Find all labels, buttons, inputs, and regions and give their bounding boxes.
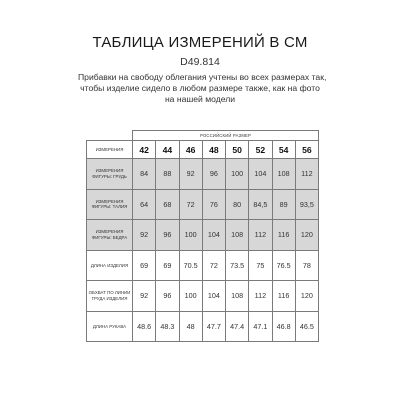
- table-cell: 76: [202, 189, 225, 220]
- table-cell: 100: [179, 281, 202, 312]
- size-header: 48: [202, 141, 225, 159]
- table-cell: 84: [133, 159, 156, 190]
- table-cell: 72: [179, 189, 202, 220]
- table-cell: 78: [295, 250, 318, 281]
- row-label: ОБХВАТ ПО ЛИНИИ ГРУДА ИЗДЕЛИЯ: [87, 281, 133, 312]
- size-header: 54: [272, 141, 295, 159]
- table-cell: 96: [202, 159, 225, 190]
- size-header: 50: [226, 141, 249, 159]
- table-cell: 46.8: [272, 311, 295, 342]
- table-cell: 68: [156, 189, 179, 220]
- size-header-row: [87, 141, 319, 159]
- table-cell: 70.5: [179, 250, 202, 281]
- table-cell: 92: [133, 220, 156, 251]
- table-cell: 69: [156, 250, 179, 281]
- table-cell: 112: [295, 159, 318, 190]
- table-cell: 46.5: [295, 311, 318, 342]
- table-row: [87, 311, 319, 342]
- table-cell: 100: [226, 159, 249, 190]
- group-header-row: [87, 131, 319, 141]
- table-cell: 92: [179, 159, 202, 190]
- table-cell: 104: [202, 281, 225, 312]
- row-label: ДЛИНА РУКАВА: [87, 311, 133, 342]
- table-cell: 108: [272, 159, 295, 190]
- table-cell: 93,5: [295, 189, 318, 220]
- table-cell: 48.3: [156, 311, 179, 342]
- table-cell: 84,5: [249, 189, 272, 220]
- table-cell: 48: [179, 311, 202, 342]
- table-cell: 96: [156, 220, 179, 251]
- table-cell: 120: [295, 281, 318, 312]
- size-group-header: РОССИЙСКИЙ РАЗМЕР: [133, 131, 319, 141]
- table-cell: 120: [295, 220, 318, 251]
- fit-note-line: чтобы изделие сидело в любом размере также, как на фото: [80, 82, 320, 93]
- table-cell: 116: [272, 281, 295, 312]
- table-cell: 112: [249, 220, 272, 251]
- table-cell: 69: [133, 250, 156, 281]
- row-label: ИЗМЕРЕНИЯ ФИГУРЫ: ГРУДЬ: [87, 159, 133, 190]
- table-row: [87, 220, 319, 251]
- fit-note-line: Прибавки на свободу облегания учтены во всех размерах так,: [78, 72, 327, 82]
- table-cell: 100: [179, 220, 202, 251]
- table-row: [87, 159, 319, 190]
- table-cell: 48.6: [133, 311, 156, 342]
- table-row: [87, 281, 319, 312]
- table-cell: 75: [249, 250, 272, 281]
- table-cell: 47.7: [202, 311, 225, 342]
- table-cell: 80: [226, 189, 249, 220]
- size-header: 42: [133, 141, 156, 159]
- size-header: 56: [295, 141, 318, 159]
- table-cell: 104: [249, 159, 272, 190]
- table-cell: 116: [272, 220, 295, 251]
- size-header: 44: [156, 141, 179, 159]
- size-table: [86, 130, 319, 342]
- row-label: ИЗМЕРЕНИЯ ФИГУРЫ: БЕДРА: [87, 220, 133, 251]
- table-corner-spacer: [87, 131, 133, 141]
- fit-note: [78, 72, 327, 104]
- table-cell: 76.5: [272, 250, 295, 281]
- table-row: [87, 189, 319, 220]
- product-code: D49.814: [180, 56, 220, 68]
- fit-note-line: на нашей модели: [164, 93, 236, 104]
- size-table-body: [87, 159, 319, 342]
- row-label: ИЗМЕРЕНИЯ ФИГУРЫ: ТАЛИЯ: [87, 189, 133, 220]
- size-header: 52: [249, 141, 272, 159]
- table-cell: 92: [133, 281, 156, 312]
- table-cell: 88: [156, 159, 179, 190]
- table-cell: 89: [272, 189, 295, 220]
- page-title: ТАБЛИЦА ИЗМЕРЕНИЙ В СМ: [92, 34, 308, 51]
- table-cell: 72: [202, 250, 225, 281]
- table-cell: 104: [202, 220, 225, 251]
- table-cell: 96: [156, 281, 179, 312]
- table-cell: 64: [133, 189, 156, 220]
- table-cell: 108: [226, 281, 249, 312]
- row-label: ДЛИНА ИЗДЕЛИЯ: [87, 250, 133, 281]
- table-cell: 112: [249, 281, 272, 312]
- size-header: 46: [179, 141, 202, 159]
- table-cell: 73.5: [226, 250, 249, 281]
- table-cell: 108: [226, 220, 249, 251]
- measurements-header: ИЗМЕРЕНИЯ: [87, 141, 133, 159]
- table-cell: 47.1: [249, 311, 272, 342]
- table-row: [87, 250, 319, 281]
- table-cell: 47.4: [226, 311, 249, 342]
